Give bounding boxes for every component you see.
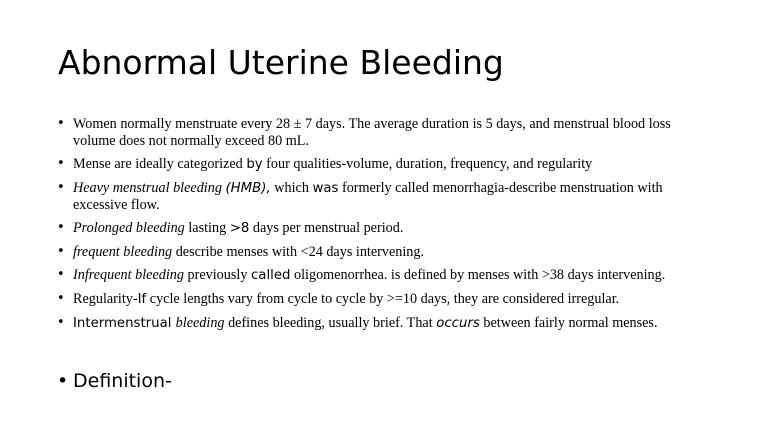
- bullet-normal-menstruation: [56, 116, 706, 149]
- term-infrequent-bleeding: Infrequent bleeding: [73, 267, 184, 283]
- bullet-regularity: [56, 291, 706, 309]
- slide-title: Abnormal Uterine Bleeding: [58, 43, 504, 82]
- bullet-text: lasting: [184, 220, 230, 236]
- bullet-frequent-bleeding: [56, 244, 706, 261]
- bullet-text: which: [270, 179, 313, 196]
- bullet-text-sans: If: [137, 292, 147, 307]
- bullet-text: Regularity-: [73, 291, 138, 307]
- bullet-text: four qualities-volume, duration, frequency, and regularity: [262, 155, 593, 172]
- term-intermenstrual: Intermenstrual: [73, 316, 176, 331]
- bullet-text: cycle lengths vary from cycle to cycle by >=10 days, they are considered irregular.: [146, 291, 620, 307]
- bullet-prolonged-bleeding: [56, 220, 706, 238]
- bullet-intermenstrual: [56, 315, 706, 333]
- term-frequent-bleeding: frequent bleeding: [73, 244, 173, 260]
- bullet-text-sans: >8: [229, 221, 250, 236]
- term-prolonged-bleeding: Prolonged bleeding: [73, 220, 185, 236]
- bullet-text-sans-italic: occurs: [436, 316, 480, 331]
- definition-heading: • Definition-: [56, 368, 172, 394]
- term-bleeding: bleeding: [175, 315, 225, 331]
- bullet-text: describe menses with <24 days intervening.: [172, 244, 425, 260]
- bullet-text: Mense are ideally categorized: [73, 155, 247, 172]
- bullet-list: [56, 116, 706, 339]
- bullet-heavy-bleeding: [56, 180, 706, 214]
- bullet-text: defines bleeding, usually brief. That: [224, 315, 437, 331]
- bullet-text: Women normally menstruate every 28 ± 7 days. The average duration is 5 days, and menstrual blood loss volume does not normally exceed 80 mL.: [73, 116, 671, 149]
- bullet-text-sans: was: [312, 180, 339, 196]
- term-hmb: (HMB),: [225, 180, 271, 196]
- term-heavy-menstrual-bleeding: Heavy menstrual bleeding: [73, 179, 226, 196]
- bullet-text: oligomenorrhea. is defined by menses with >38 days intervening.: [290, 267, 666, 283]
- bullet-text: days per menstrual period.: [249, 220, 404, 236]
- bullet-infrequent-bleeding: [56, 267, 706, 285]
- bullet-text: formerly called menorrhagia-describe menstruation with excessive flow.: [73, 179, 663, 213]
- bullet-text: between fairly normal menses.: [479, 315, 658, 331]
- bullet-text-sans: by: [246, 156, 263, 172]
- bullet-text-sans: called: [250, 268, 291, 283]
- bullet-categorization: [56, 156, 706, 174]
- bullet-text: previously: [183, 267, 251, 283]
